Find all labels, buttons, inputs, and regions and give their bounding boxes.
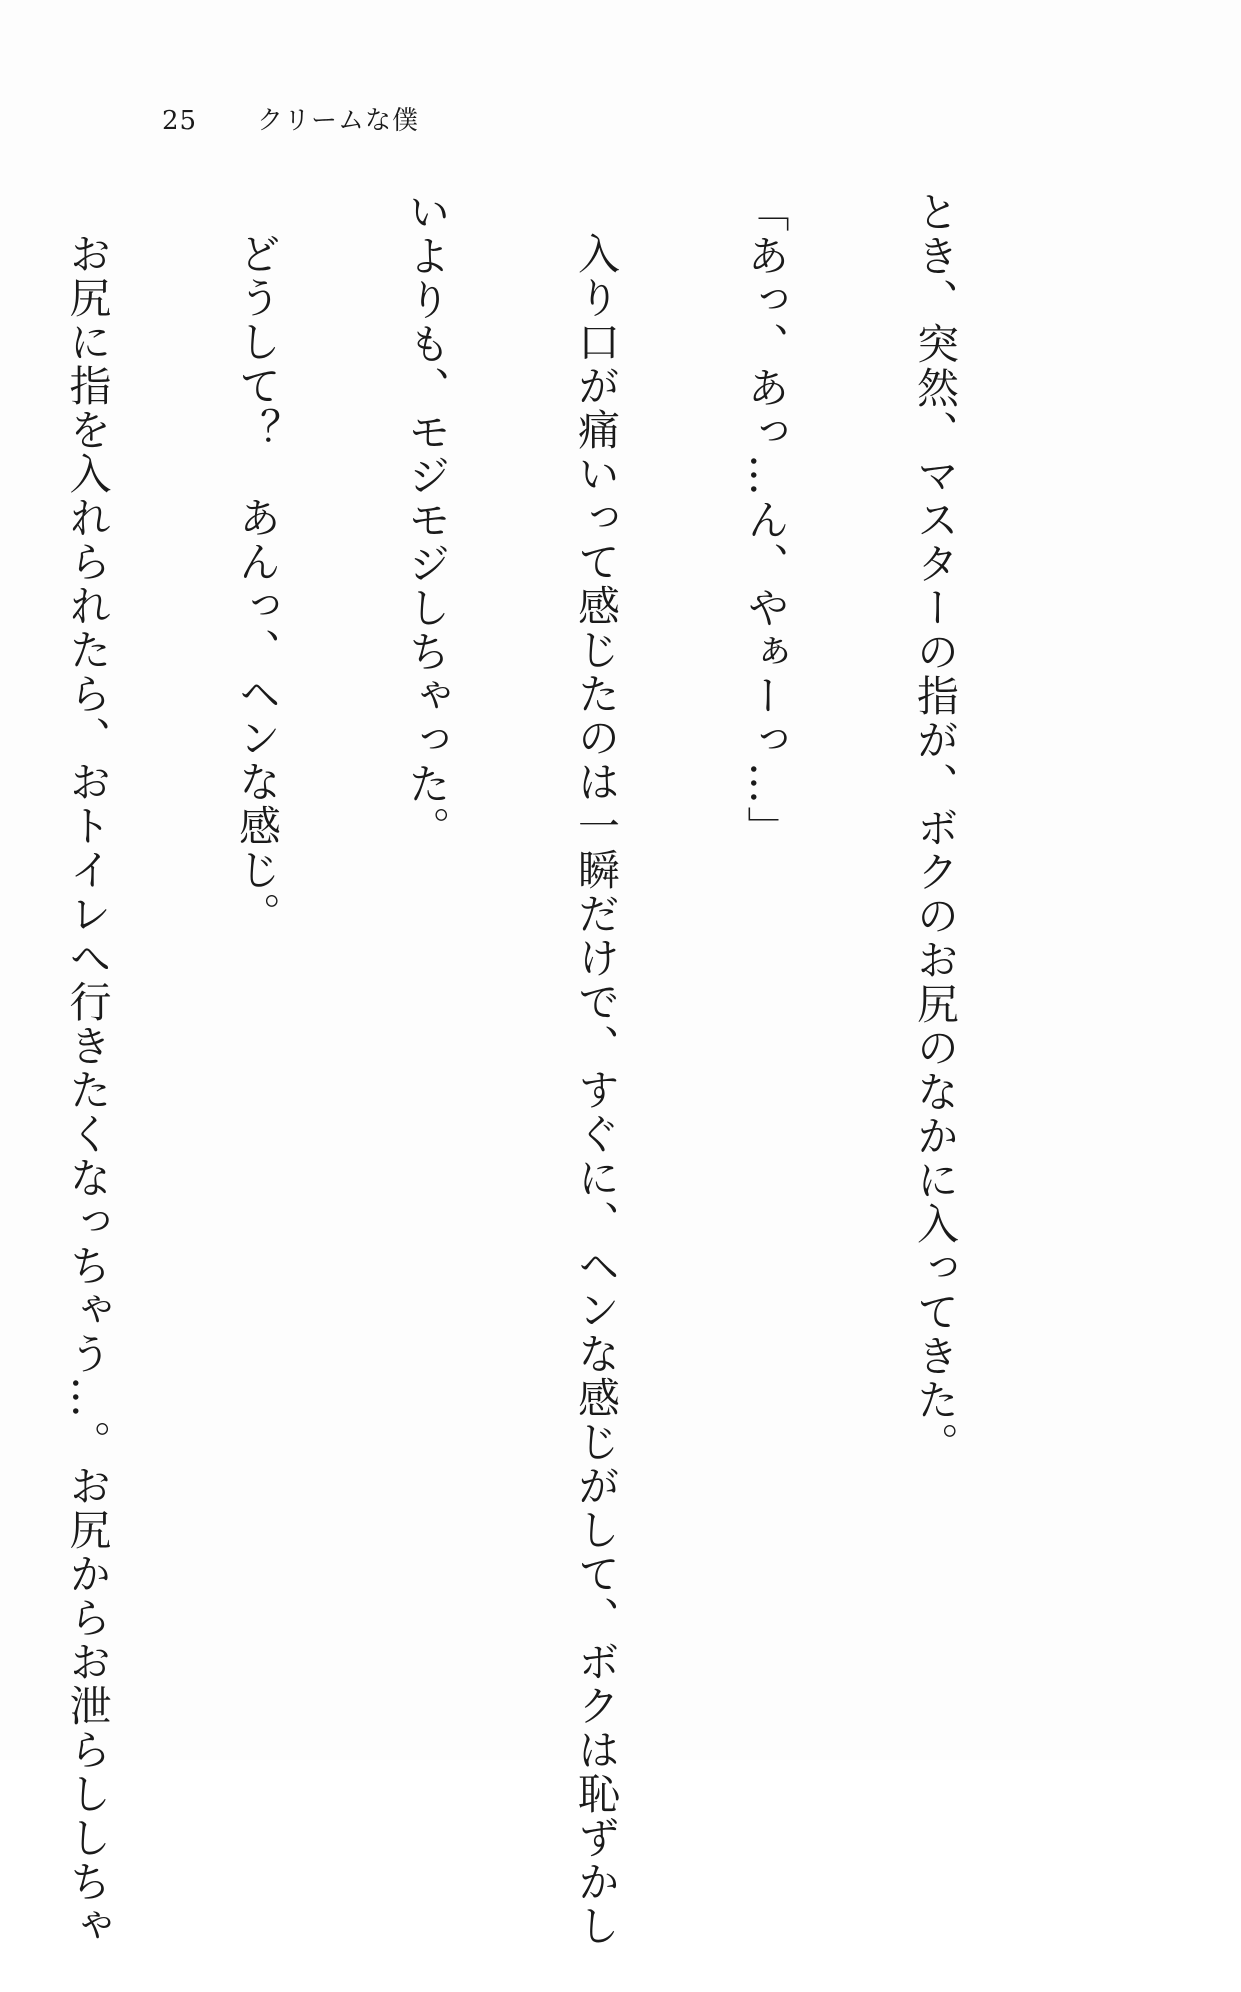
- running-header: [162, 100, 419, 137]
- text-line: いよりも、モジモジしちゃった。: [402, 190, 452, 850]
- body-text: [0, 190, 1076, 1948]
- chapter-title: クリームな僕: [257, 106, 420, 136]
- text-line: 「あっ、あっ…ん、やぁーっ…」: [741, 190, 791, 850]
- text-line: とき、突然、マスターの指が、ボクのお尻のなかに入ってきた。: [911, 190, 960, 1466]
- page-number: 25: [162, 106, 198, 136]
- text-line: お尻に指を入れられたら、おトイレへ行きたくなっちゃう…。お尻からお泄らししちゃ: [63, 232, 113, 1948]
- text-line: どうして？ あんっ、ヘンな感じ。: [233, 232, 282, 936]
- text-line: 入り口が痛いって感じたのは一瞬だけで、すぐに、ヘンな感じがして、ボクは恥ずかし: [572, 232, 621, 1948]
